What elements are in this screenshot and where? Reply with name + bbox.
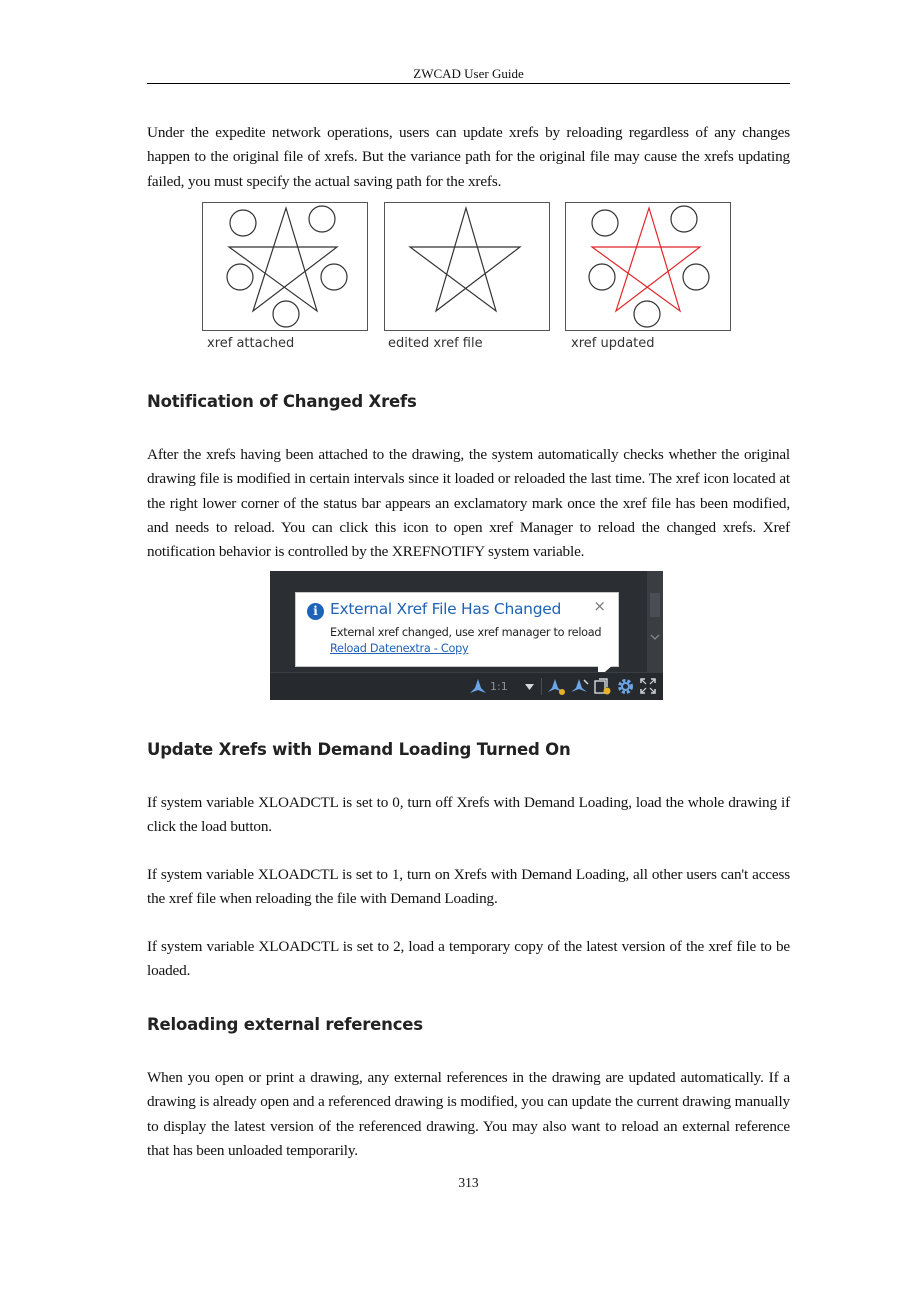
scale-label[interactable]: 1:1 [490, 680, 508, 693]
updated-star-circles-drawing [566, 203, 732, 332]
auto-scale-icon[interactable] [570, 677, 590, 696]
annotation-scale-icon[interactable] [469, 678, 487, 695]
xloadctl-0-paragraph: If system variable XLOADCTL is set to 0, turn off Xrefs with Demand Loading, load the whole drawing if click the load button. [147, 794, 790, 836]
reloading-paragraph: When you open or print a drawing, any external references in the drawing are updated automatically. If a drawing is already open and a referenced drawing is modified, you can update the current drawing manually to display the latest version of the referenced drawing. You may also want to reload an external reference that has been unloaded temporarily. [147, 1069, 790, 1159]
notification-title: External Xref File Has Changed [330, 600, 562, 618]
running-header: ZWCAD User Guide [413, 66, 524, 81]
xref-notification-screenshot [270, 571, 663, 700]
page-number: 313 [458, 1175, 479, 1190]
chevron-down-icon[interactable] [524, 683, 535, 691]
caption-xref-updated: xref updated [571, 336, 655, 351]
star-drawing [385, 203, 551, 332]
toolbar-divider [541, 678, 542, 695]
caption-edited-xref: edited xref file [388, 336, 483, 351]
reload-link[interactable]: Reload Datenextra - Copy [330, 642, 469, 655]
xref-update-figure [202, 202, 732, 357]
caption-xref-attached: xref attached [207, 336, 295, 351]
status-bar [270, 672, 663, 700]
xref-notify-icon[interactable] [593, 677, 612, 696]
scrollbar[interactable] [647, 571, 663, 673]
xloadctl-1-paragraph: If system variable XLOADCTL is set to 1, turn on Xrefs with Demand Loading, all other users can't access the xref file when reloading the file with Demand Loading. [147, 866, 790, 908]
fullscreen-icon[interactable] [639, 677, 657, 695]
xref-changed-notification [295, 592, 619, 667]
info-icon: i [307, 603, 324, 620]
close-icon[interactable]: × [593, 597, 606, 615]
xloadctl-2-paragraph: If system variable XLOADCTL is set to 2, load a temporary copy of the latest version of the xref file to be loaded. [147, 938, 790, 980]
star-circles-drawing [203, 203, 369, 332]
heading-demand-loading: Update Xrefs with Demand Loading Turned On [147, 740, 571, 759]
panel-xref-attached [202, 202, 368, 331]
annotation-visibility-icon[interactable] [547, 677, 567, 696]
heading-reloading: Reloading external references [147, 1015, 423, 1034]
header-rule [147, 83, 790, 84]
intro-paragraph: Under the expedite network operations, users can update xrefs by reloading regardless of any changes happen to the original file of xrefs. But the variance path for the original file may cause the xrefs updating failed, you must specify the actual saving path for the xrefs. [147, 124, 790, 190]
notification-paragraph: After the xrefs having been attached to the drawing, the system automatically checks whether the original drawing file is modified in certain intervals since it loaded or reloaded the last time. The xref icon located at the right lower corner of the status bar appears an exclamatory mark once the xref file has been modified, and needs to reload. You can click this icon to open xref Manager to reload the changed xrefs. Xref notification behavior is controlled by the XREFNOTIFY system variable. [147, 446, 790, 561]
panel-xref-updated [565, 202, 731, 331]
panel-edited-xref [384, 202, 550, 331]
notification-message: External xref changed, use xref manager to reload [330, 626, 602, 639]
gear-icon[interactable] [616, 677, 635, 696]
heading-notification: Notification of Changed Xrefs [147, 392, 417, 411]
